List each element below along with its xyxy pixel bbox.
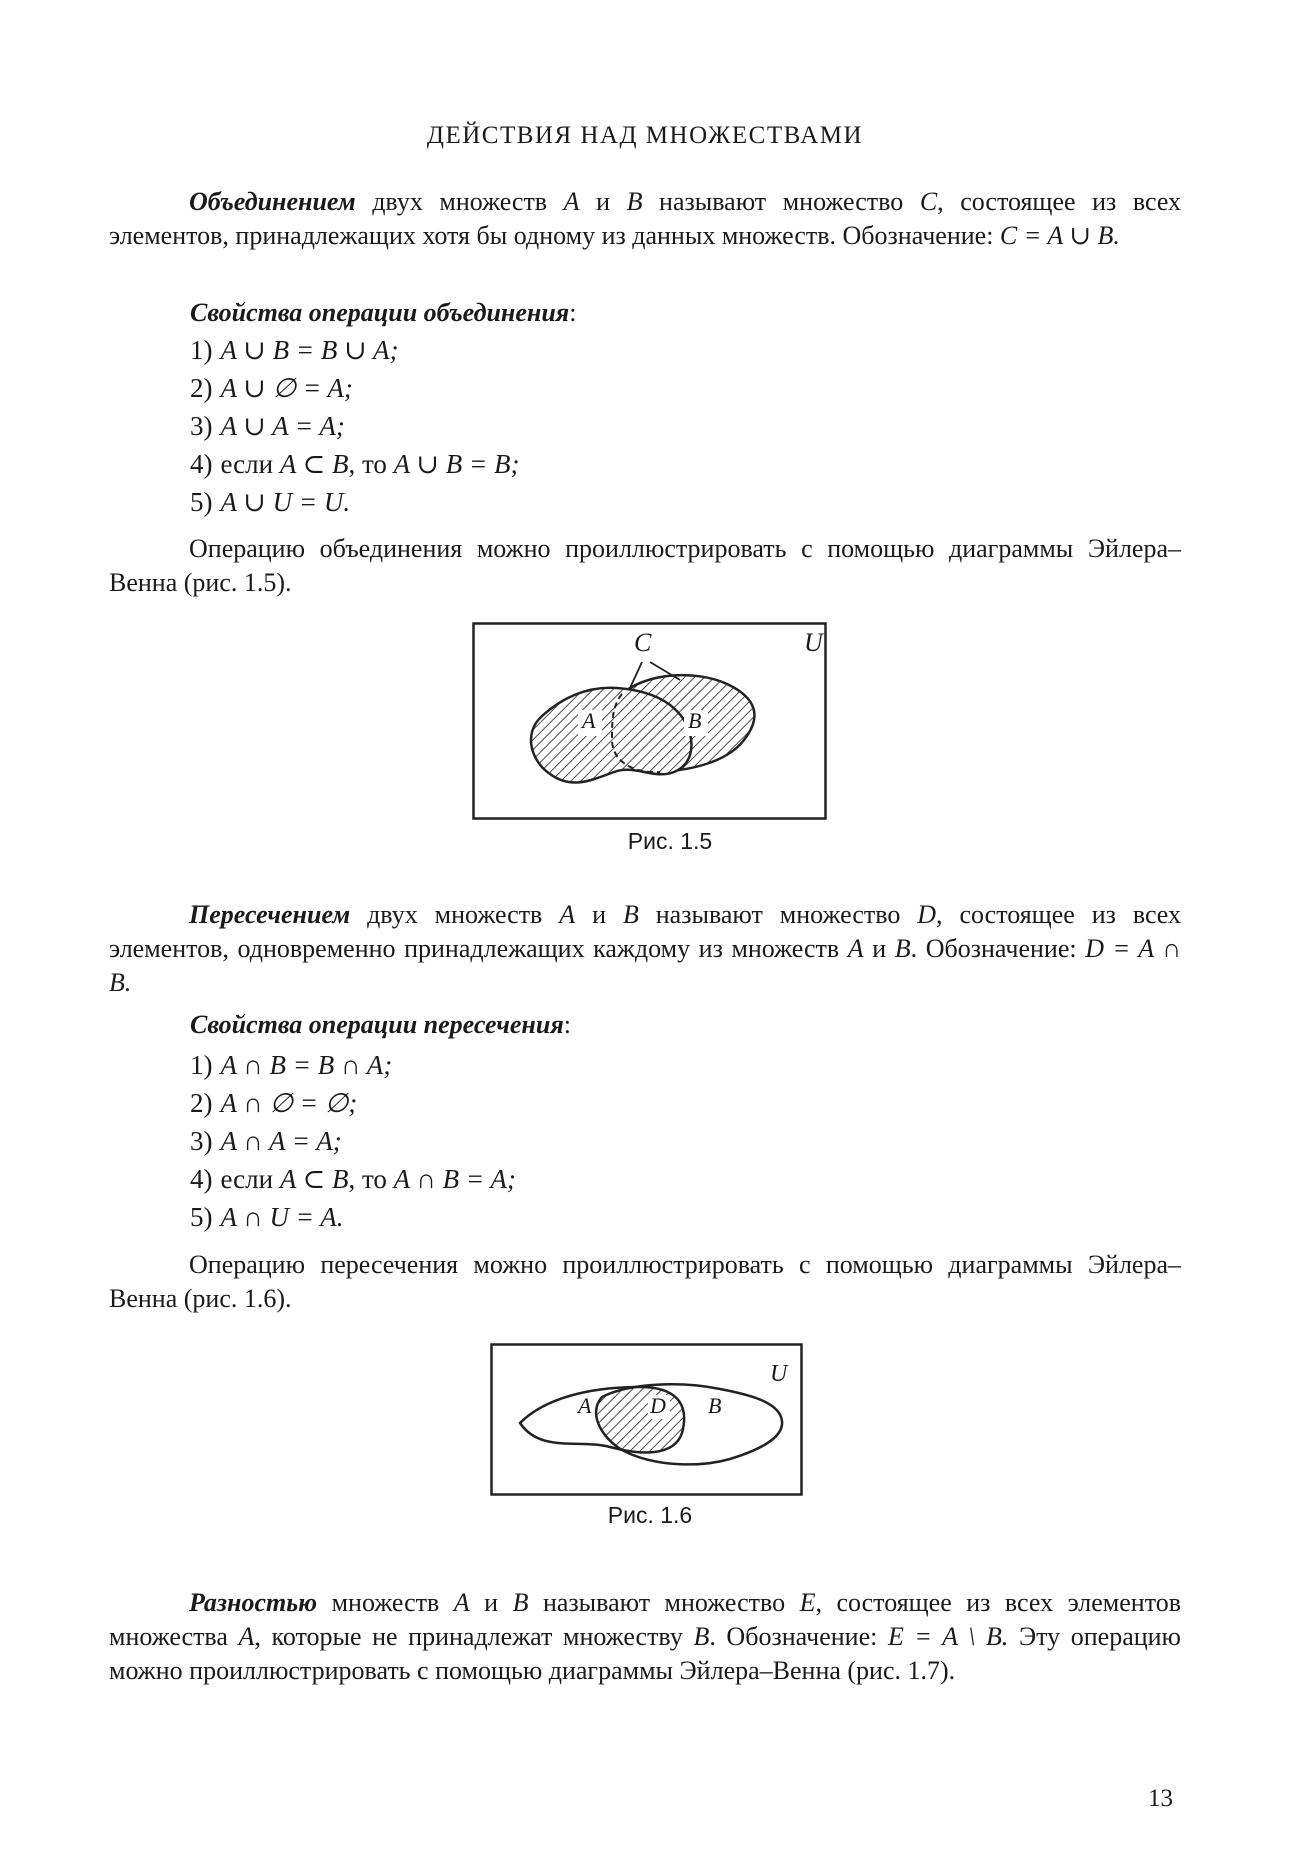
union-definition: Объединением двух множеств A и B называют множество C, состоящее из всех элементов, принадлежащих хотя бы одному из данных множеств. Обозначение: C = A ∪ B. — [109, 187, 1182, 250]
fig-1-6-label-u: U — [770, 1361, 788, 1387]
figure-1-5-caption: Рис. 1.5 — [627, 828, 713, 854]
fig-1-6-label-a: A — [578, 1393, 592, 1418]
difference-term: Разностью — [189, 1588, 318, 1617]
intersection-property-2: 2) A ∩ ∅ = ∅; — [190, 1088, 358, 1118]
intersection-property-3: 3) A ∩ A = A; — [190, 1126, 342, 1156]
union-properties-heading: Свойства операции объединения: — [190, 298, 577, 327]
intersection-property-5: 5) A ∩ U = A. — [190, 1202, 344, 1232]
union-property-3: 3) A ∪ A = A; — [190, 411, 345, 441]
intersection-definition: Пересечением двух множеств A и B называют множество D, состоящее из всех элементов, одновременно принадлежащих каждому из множеств A и B. Обозначение: D = A ∩ B. — [109, 900, 1182, 997]
union-term: Объединением — [189, 187, 356, 216]
union-property-1: 1) A ∪ B = B ∪ A; — [190, 335, 399, 365]
euler-venn-union-diagram — [472, 622, 832, 822]
fig-1-5-label-b: B — [688, 708, 702, 733]
intersection-properties-heading: Свойства операции пересечения: — [190, 1010, 571, 1039]
union-illustration-text: Операцию объединения можно проиллюстрировать с помощью диаграммы Эйлера–Венна (рис. 1.5). — [109, 534, 1181, 597]
fig-1-6-label-d: D — [650, 1393, 666, 1418]
union-property-2: 2) A ∪ ∅ = A; — [190, 373, 353, 403]
intersection-property-4: 4) если A ⊂ B, то A ∩ B = A; — [190, 1164, 516, 1194]
union-notation: C = A ∪ B. — [999, 221, 1120, 250]
page-header: ДЕЙСТВИЯ НАД МНОЖЕСТВАМИ — [426, 122, 864, 149]
fig-1-5-label-a: A — [582, 708, 596, 733]
page-number: 13 — [1148, 1785, 1173, 1812]
fig-1-6-label-b: B — [708, 1393, 722, 1418]
difference-definition: Разностью множеств A и B называют множество E, состоящее из всех элементов множества A, которые не принадлежат множеству B. Обозначение: E = A \ B. Эту операцию можно проиллюстрировать с помощью диаграммы Эйлера–Венна (рис. 1.7). — [109, 1588, 1181, 1685]
euler-venn-intersection-diagram — [490, 1343, 805, 1498]
fig-1-5-label-u: U — [804, 628, 823, 657]
intersection-notation: D = A ∩ B. — [109, 934, 1181, 997]
union-property-5: 5) A ∪ U = U. — [190, 487, 351, 517]
intersection-term: Пересечением — [189, 900, 351, 929]
figure-1-6 — [490, 1343, 805, 1498]
union-property-4: 4) если A ⊂ B, то A ∪ B = B; — [190, 449, 520, 479]
intersection-illustration-text: Операцию пересечения можно проиллюстрировать с помощью диаграммы Эйлера–Венна (рис. 1.6). — [109, 1250, 1181, 1313]
figure-1-6-caption: Рис. 1.6 — [607, 1502, 693, 1528]
intersection-property-1: 1) A ∩ B = B ∩ A; — [190, 1050, 393, 1080]
difference-notation: E = A \ B. — [887, 1622, 1009, 1651]
figure-1-5 — [472, 622, 832, 822]
fig-1-5-label-c: C — [634, 628, 652, 657]
